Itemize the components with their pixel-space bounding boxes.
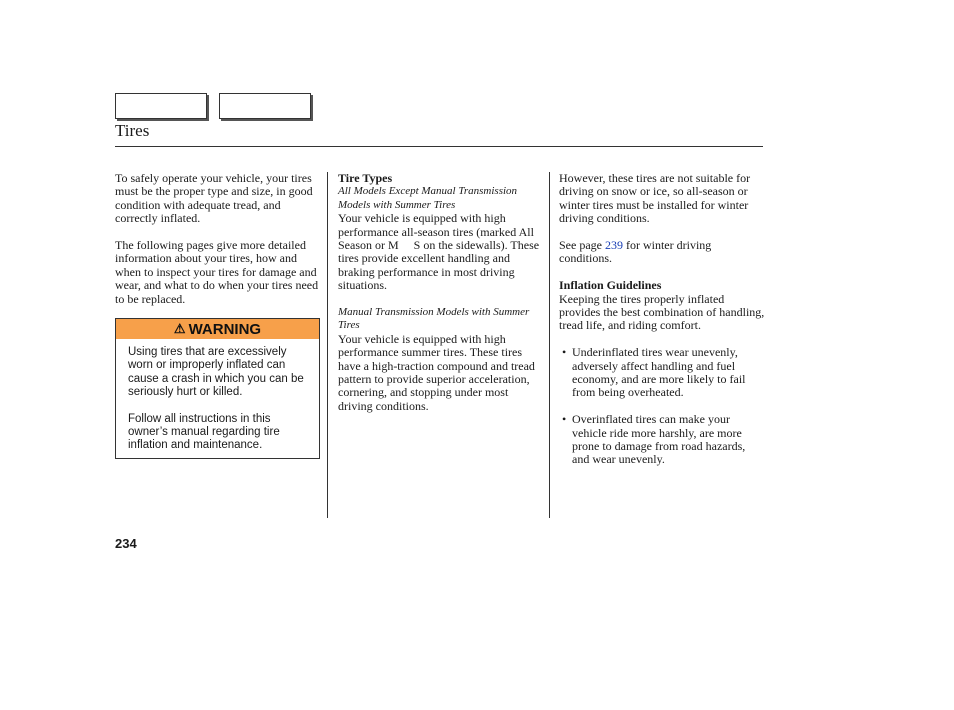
column-2 — [338, 172, 543, 413]
warning-paragraph-2: Follow all instructions in this owner’s manual regarding tire inflation and maintenance. — [128, 412, 280, 452]
bullet-icon: • — [562, 412, 567, 427]
warning-label: WARNING — [188, 320, 262, 338]
column-divider-1 — [327, 172, 328, 518]
see-page-paragraph: See page 239 for winter driving conditions. — [559, 238, 712, 266]
warning-paragraph-1: Using tires that are excessively worn or improperly inflated can cause a crash in which you can be seriously hurt or killed. — [128, 346, 304, 399]
summer-paragraph: Your vehicle is equipped with high performance summer tires. These tires have a high-traction compound and tread pattern to provide superior acceleration, cornering, and stopping under most driving conditions. — [338, 331, 535, 413]
inflation-paragraph: Keeping the tires properly inflated provides the best combination of handling, tread life, and riding comfort. — [559, 291, 765, 333]
warning-header — [116, 319, 319, 339]
pages-overview-paragraph: The following pages give more detailed information about your tires, how and when to inspect your tires for damage and wear, and what to do when your tires need to be replaced. — [115, 238, 319, 306]
all-season-paragraph: Your vehicle is equipped with high performance all-season tires (marked All Season or M S on the sidewalls). These tires provide excellent handling and braking performance in most driving situations. — [338, 211, 540, 293]
inflation-heading: Inflation Guidelines — [559, 278, 662, 293]
list-item: • Overinflated tires can make your vehicle ride more harshly, are more prone to damage from road hazards, and wear unevenly. — [562, 412, 746, 467]
page-link[interactable]: 239 — [604, 238, 623, 253]
warning-text — [116, 339, 319, 453]
nav-button-2[interactable] — [219, 93, 311, 119]
column-1 — [115, 172, 322, 306]
page-title: Tires — [115, 121, 150, 140]
intro-paragraph: To safely operate your vehicle, your tires must be the proper type and size, in good condition with adequate tread, and correctly inflated. — [115, 171, 313, 226]
page-number: 234 — [115, 536, 137, 551]
nav-button-1[interactable] — [115, 93, 207, 119]
warning-triangle-icon: ⚠ — [173, 321, 186, 336]
column-3 — [559, 172, 765, 467]
bullet-icon: • — [562, 345, 567, 360]
title-divider — [115, 146, 763, 147]
list-item: • Underinflated tires wear unevenly, adversely affect handling and fuel economy, and are more likely to fail from being overheated. — [562, 345, 746, 400]
tire-types-heading: Tire Types — [338, 171, 393, 185]
all-season-subheading: All Models Except Manual Transmission Models with Summer Tires — [338, 185, 518, 211]
summer-subheading: Manual Transmission Models with Summer Tires — [338, 306, 530, 332]
column-divider-2 — [549, 172, 550, 518]
not-suitable-paragraph: However, these tires are not suitable for driving on snow or ice, so all-season or winter tires must be installed for winter driving conditions. — [559, 171, 751, 226]
warning-box — [115, 318, 320, 459]
